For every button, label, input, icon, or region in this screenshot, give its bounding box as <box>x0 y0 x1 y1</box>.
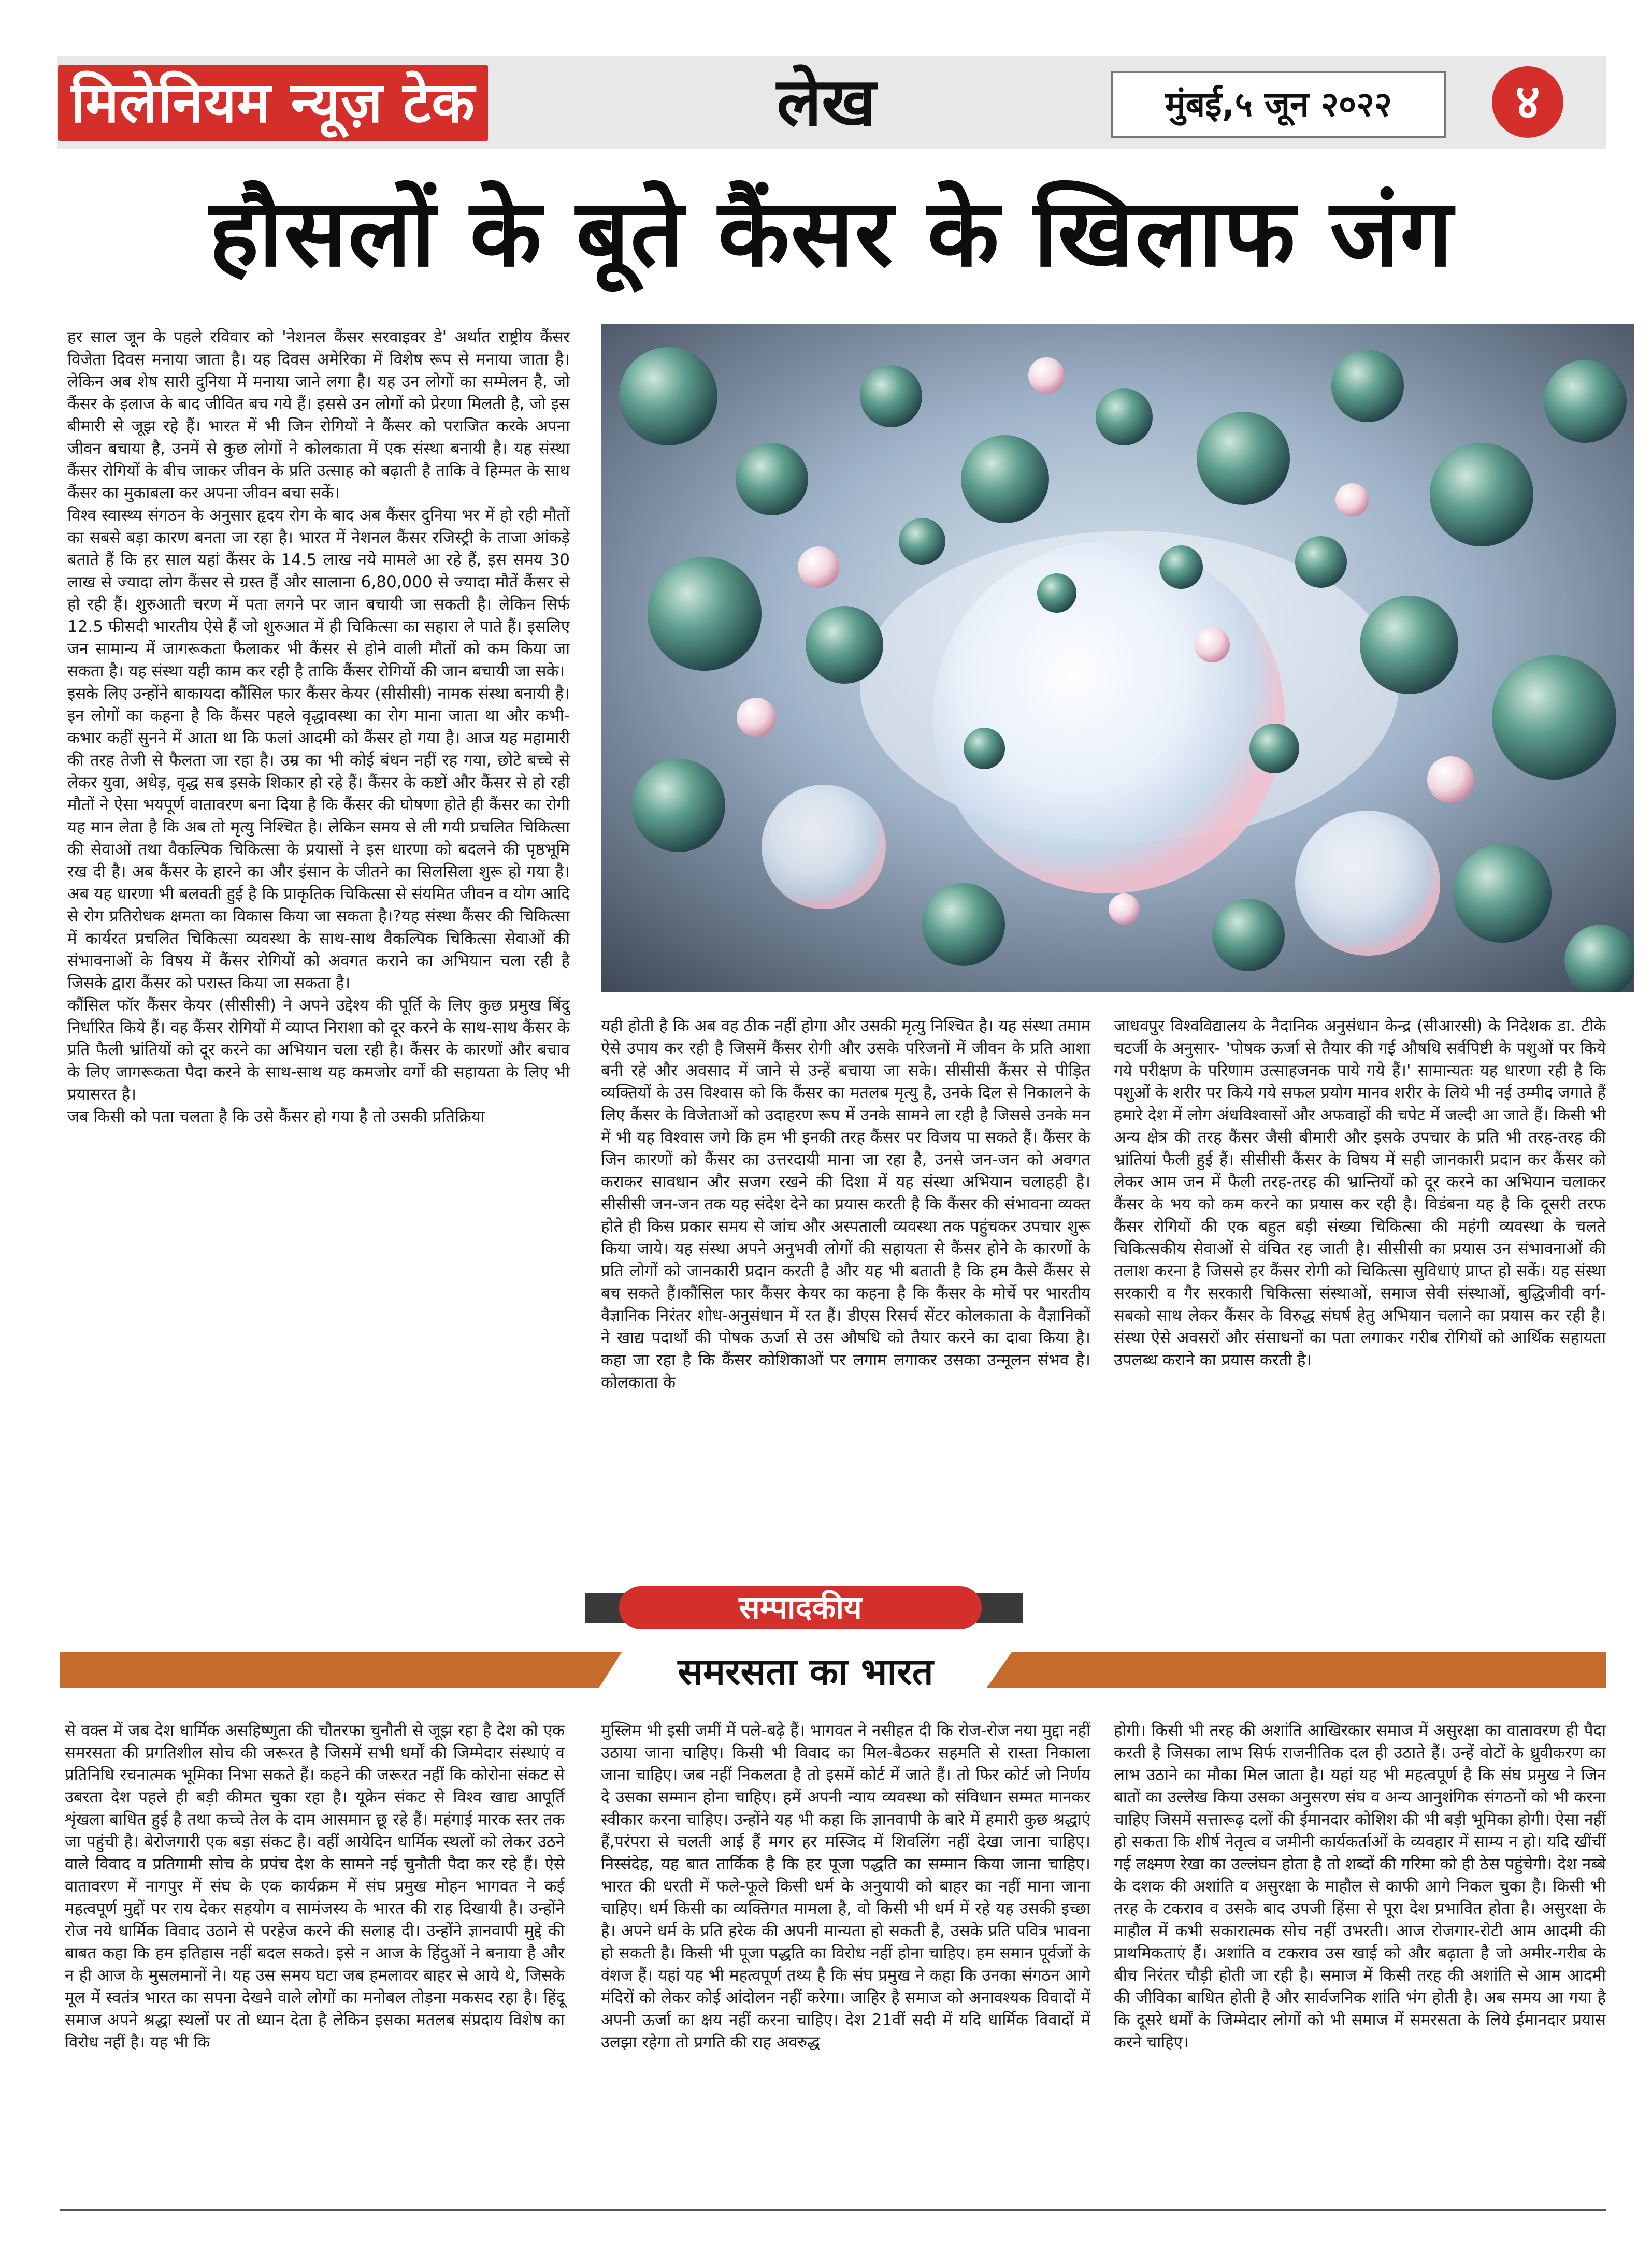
editorial-rule-right <box>976 1593 1023 1623</box>
article-paragraph: कौंसिल फॉर कैंसर केयर (सीसीसी) ने अपने उद्देश्य की पूर्ति के लिए कुछ प्रमुख बिंदु निर्धारित किये हैं। वह कैंसर रोगियों में व्याप्त निराशा को दूर करने के साथ-साथ कैंसर के प्रति फैली भ्रांतियों को दूर करने का अभियान चला रही है। कैंसर के कारणों और बचाव के लिए जागरूकता पैदा करने के साथ-साथ यह कमजोर वर्गों की सहायता के लिए भी प्रयासरत है। <box>67 996 570 1104</box>
masthead-logo: मिलेनियम न्यूज़ टेक <box>58 65 488 141</box>
article-paragraph: इसके लिए उन्होंने बाकायदा कौंसिल फार कैंसर केयर (सीसीसी) नामक संस्था बनायी है। इन लोगों का कहना है कि कैंसर पहले वृद्धावस्था का रोग माना जाता था और कभी-कभार कहीं सुनने में आता था कि फलां आदमी को कैंसर हो गया है। आज यह महामारी की तरह तेजी से फैलता जा रहा है। उम्र का भी कोई बंधन नहीं रह गया, छोटे बच्चे से लेकर युवा, अधेड़, वृद्ध सब इसके शिकार हो रहे हैं। कैंसर के कष्टों और कैंसर से हो रही मौतों ने ऐसा भयपूर्ण वातावरण बना दिया है कि कैंसर की घोषणा होते ही कैंसर का रोगी यह मान लेता है कि अब तो मृत्यु निश्चित है। लेकिन समय से ली गयी प्रचलित चिकित्सा की सेवाओं तथा वैकल्पिक चिकित्सा के प्रयासों ने इस धारणा को बदलने की पृष्ठभूमि रख दी है। अब कैंसर के हारने का और इंसान के जीतने का सिलसिला शुरू हो गया है। अब यह धारणा भी बलवती हुई है कि प्राकृतिक चिकित्सा से संयमित जीवन व योग आदि से रोग प्रतिरोधक क्षमता का विकास किया जा सकता है।?यह संस्था कैंसर की चिकित्सा में कार्यरत प्रचलित चिकित्सा व्यवस्था के साथ-साथ वैकल्पिक चिकित्सा सेवाओं की संभावनाओं के विषय में कैंसर रोगियों को अवगत कराने का अभियान चला रही है जिसके द्वारा कैंसर को परास्त किया जा सकता है। <box>67 684 570 992</box>
cancer-cells-photo <box>601 324 1634 992</box>
article-column-2 <box>601 1015 1090 1394</box>
article-paragraph: यही होती है कि अब वह ठीक नहीं होगा और उसकी मृत्यु निश्चित है। यह संस्था तमाम ऐसे उपाय कर रही है जिसमें कैंसर रोगी और उसके परिजनों में जीवन के प्रति आशा बनी रहे और अवसाद में जाने से उन्हें बचाया जा सके। सीसीसी कैंसर से पीड़ित व्यक्तियों के उस विश्वास को कि कैंसर का मतलब मृत्यु है, उनके दिल से निकालने के लिए कैंसर के विजेताओं को उदाहरण रूप में उनके सामने ला रही है जिससे उनके मन में भी यह विश्वास जगे कि हम भी इनकी तरह कैंसर पर विजय पा सकते हैं। कैंसर के जिन कारणों को कैंसर का उत्तरदायी माना जा रहा है, उनसे जन-जन को अवगत कराकर सावधान और सजग रखने की दिशा में यह संस्था अभियान चलाहही है।सीसीसी जन-जन तक यह संदेश देने का प्रयास करती है कि कैंसर की संभावना व्यक्त होते ही किस प्रकार समय से जांच और अस्पताली व्यवस्था तक पहुंचकर उपचार शुरू किया जाये। यह संस्था अपने अनुभवी लोगों की सहायता से कैंसर होने के कारणों के प्रति लोगों को जानकारी प्रदान करती है और यह भी बताती है कि हम कैसे कैंसर से बच सकते हैं।कौंसिल फार कैंसर केयर का कहना है कि कैंसर के मोर्चे पर भारतीय वैज्ञानिक निरंतर शोध-अनुसंधान में रत हैं। डीएस रिसर्च सेंटर कोलकाता के वैज्ञानिकों ने खाद्य पदार्थों की पोषक ऊर्जा से उस औषधि को तैयार करने का दावा किया है। कहा जा रहा है कि कैंसर कोशिकाओं पर लगाम लगाकर उसका उन्मूलन संभव है। कोलकाता के <box>601 1017 1090 1392</box>
editorial-column-1 <box>65 1720 565 2054</box>
page-number-badge: ४ <box>1492 66 1563 138</box>
editorial-paragraph: से वक्त में जब देश धार्मिक असहिष्णुता की चौतरफा चुनौती से जूझ रहा है देश को एक समरसता की प्रगतिशील सोच की जरूरत है जिसमें सभी धर्मों की जिम्मेदार संस्थाएं व प्रतिनिधि रचनात्मक भूमिका निभा सकते हैं। कहने की जरूरत नहीं कि कोरोना संकट से उबरता देश पहले ही बड़ी कीमत चुका रहा है। यूक्रेन संकट से विश्व खाद्य आपूर्ति शृंखला बाधित हुई है तथा कच्चे तेल के दाम आसमान छू रहे हैं। महंगाई मारक स्तर तक जा पहुंची है। बेरोजगारी एक बड़ा संकट है। वहीं आयेदिन धार्मिक स्थलों को लेकर उठने वाले विवाद व प्रतिगामी सोच के प्रपंच देश के सामने नई चुनौती पैदा कर रहे हैं। ऐसे वातावरण में नागपुर में संघ के एक कार्यक्रम में संघ प्रमुख मोहन भागवत ने कई महत्वपूर्ण मुद्दों पर राय देकर सहयोग व सामंजस्य के भारत की राह दिखायी है। उन्होंने रोज नये धार्मिक विवाद उठाने से परहेज करने की सलाह दी। उन्होंने ज्ञानवापी मुद्दे की बाबत कहा कि हम इतिहास नहीं बदल सकते। इसे न आज के हिंदुओं ने बनाया है और न ही आज के मुसलमानों ने। यह उस समय घटा जब हमलावर बाहर से आये थे, जिसके मूल में स्वतंत्र भारत का सपना देखने वाले लोगों का मनोबल तोड़ना मकसद रहा है। हिंदू समाज अपने श्रद्धा स्थलों पर तो ध्यान देता है लेकिन इसका मतलब संप्रदाय विशेष का विरोध नहीं है। यह भी कि <box>65 1721 565 2052</box>
editorial-bar-left <box>60 1652 622 1688</box>
editorial-column-2 <box>601 1720 1090 2054</box>
editorial-paragraph: मुस्लिम भी इसी जमीं में पले-बढ़े हैं। भागवत ने नसीहत दी कि रोज-रोज नया मुद्दा नहीं उठाया जाना चाहिए। किसी भी विवाद का मिल-बैठकर सहमति से रास्ता निकाला जाना चाहिए। जब नहीं निकलता है तो इसमें कोर्ट में जाते हैं। तो फिर कोर्ट जो निर्णय दे उसका सम्मान होना चाहिए। हमें अपनी न्याय व्यवस्था को संविधान सम्मत मानकर स्वीकार करना चाहिए। उन्होंने यह भी कहा कि ज्ञानवापी के बारे में हमारी कुछ श्रद्धाएं हैं,परंपरा से चलती आई हैं मगर हर मस्जिद में शिवलिंग नहीं देखा जाना चाहिए।निस्संदेह, यह बात तार्किक है कि हर पूजा पद्धति का सम्मान किया जाना चाहिए। भारत की धरती में फले-फूले किसी धर्म के अनुयायी को बाहर का नहीं माना जाना चाहिए। धर्म किसी का व्यक्तिगत मामला है, वो किसी भी धर्म में रहे यह उसकी इच्छा है। अपने धर्म के प्रति हरेक की अपनी मान्यता हो सकती है, उसके प्रति पवित्र भावना हो सकती है। किसी भी पूजा पद्धति का विरोध नहीं होना चाहिए। हम समान पूर्वजों के वंशज हैं। यहां यह भी महत्वपूर्ण तथ्य है कि संघ प्रमुख ने कहा कि उनका संगठन आगे मंदिरों को लेकर कोई आंदोलन नहीं करेगा। जाहिर है समाज को अनावश्यक विवादों में अपनी ऊर्जा का क्षय नहीं करना चाहिए। देश 21वीं सदी में यदि धार्मिक विवादों में उलझा रहेगा तो प्रगति की राह अवरुद्ध <box>601 1721 1090 2052</box>
article-paragraph: विश्व स्वास्थ्य संगठन के अनुसार हृदय रोग के बाद अब कैंसर दुनिया भर में हो रही मौतों का सबसे बड़ा कारण बनता जा रहा है। भारत में नेशनल कैंसर रजिस्ट्री के ताजा आंकड़े बताते हैं कि हर साल यहां कैंसर के 14.5 लाख नये मामले आ रहे हैं, इस समय 30 लाख से ज्यादा लोग कैंसर से ग्रस्त हैं और सालाना 6,80,000 से ज्यादा मौतें कैंसर से हो रही हैं। शुरुआती चरण में पता लगने पर जान बचायी जा सकती है। लेकिन सिर्फ 12.5 फीसदी भारतीय ऐसे हैं जो शुरुआत में ही चिकित्सा का सहारा ले पाते हैं। इसलिए जन सामान्य में जागरूकता फैलाकर भी कैंसर से होने वाली मौतों को कम किया जा सकता है। यह संस्था यही काम कर रही है ताकि कैंसर रोगियों की जान बचायी जा सके। <box>67 506 570 681</box>
article-paragraph: हर साल जून के पहले रविवार को 'नेशनल कैंसर सरवाइवर डे' अर्थात राष्ट्रीय कैंसर विजेता दिवस मनाया जाता है। यह दिवस अमेरिका में विशेष रूप से मनाया जाता है। लेकिन अब शेष सारी दुनिया में मनाया जाने लगा है। यह उन लोगों का सम्मेलन है, जो कैंसर के इलाज के बाद जीवित बच गये हैं। इससे उन लोगों को प्रेरणा मिलती है, जो इस बीमारी से जूझ रहे हैं। भारत में भी जिन रोगियों ने कैंसर को पराजित करके अपना जीवन बचाया है, उनमें से कुछ लोगों ने कोलकाता में एक संस्था बनायी है। यह संस्था कैंसर रोगियों के बीच जाकर जीवन के प्रति उत्साह को बढ़ाती है ताकि वे हिम्मत के साथ कैंसर का मुकाबला कर अपना जीवन बचा सकें। <box>67 328 570 502</box>
article-paragraph: जब किसी को पता चलता है कि उसे कैंसर हो गया है तो उसकी प्रतिक्रिया <box>67 1107 485 1126</box>
editorial-title: समरसता का भारत <box>678 1650 933 1693</box>
editorial-bar-right <box>987 1652 1606 1688</box>
article-headline: हौसलों के बूते कैंसर के खिलाफ जंग <box>209 178 1454 287</box>
article-column-1 <box>67 326 570 1128</box>
article-column-3 <box>1114 1015 1606 1372</box>
bottom-rule <box>60 2209 1606 2211</box>
editorial-label: सम्पादकीय <box>619 1586 982 1629</box>
editorial-paragraph: होगी। किसी भी तरह की अशांति आखिरकार समाज में असुरक्षा का वातावरण ही पैदा करती है जिसका लाभ सिर्फ राजनीतिक दल ही उठाते हैं। उन्हें वोटों के ध्रुवीकरण का लाभ उठाने का मौका मिल जाता है। यहां यह भी महत्वपूर्ण है कि संघ प्रमुख ने जिन बातों का उल्लेख किया उसका अनुसरण संघ व अन्य आनुशंगिक संगठनों को भी करना चाहिए जिसमें सत्तारूढ़ दलों की ईमानदार कोशिश की भी बड़ी भूमिका होगी। ऐसा नहीं हो सकता कि शीर्ष नेतृत्व व जमीनी कार्यकर्ताओं के व्यवहार में साम्य न हो। यदि खींचीं गई लक्ष्मण रेखा का उल्लंघन होता है तो शब्दों की गरिमा को ही ठेस पहुंचेगी। देश नब्बे के दशक की अशांति व असुरक्षा के माहौल से काफी आगे निकल चुका है। किसी भी तरह के टकराव व उसके बाद उपजी हिंसा से पूरा देश प्रभावित होता है। असुरक्षा के माहौल में कभी सकारात्मक सोच नहीं उभरती। आज रोजगार-रोटी आम आदमी की प्राथमिकताएं हैं। अशांति व टकराव उस खाई को और बढ़ाता है जो अमीर-गरीब के बीच निरंतर चौड़ी होती जा रही है। समाज में किसी तरह की अशांति से आम आदमी की जीविका बाधित होती है और सार्वजनिक शांति भंग होती है। अब समय आ गया है कि दूसरे धर्मों के जिम्मेदार लोगों को भी समाज में समरसता के लिये ईमानदार प्रयास करने चाहिए। <box>1114 1721 1606 2052</box>
dateline: मुंबई,५ जून २०२२ <box>1111 71 1446 138</box>
cancer-cells-illustration <box>601 324 1634 992</box>
editorial-column-3 <box>1114 1720 1606 2054</box>
section-title: लेख <box>777 64 876 141</box>
article-paragraph: जाधवपुर विश्वविद्यालय के नैदानिक अनुसंधान केन्द्र (सीआरसी) के निदेशक डा. टीके चटर्जी के अनुसार- 'पोषक ऊर्जा से तैयार की गई औषधि सर्वपिष्टी के पशुओं पर किये गये परीक्षण के परिणाम उत्साहजनक पाये गये हैं।' सामान्यतः यह धारणा रही है कि पशुओं के शरीर पर किये गये सफल प्रयोग मानव शरीर के लिये भी नई उम्मीद जगाते हैं हमारे देश में लोग अंधविश्वासों और अफवाहों की चपेट में जल्दी आ जाते हैं। किसी भी अन्य क्षेत्र की तरह कैंसर जैसी बीमारी और इसके उपचार के प्रति भी तरह-तरह की भ्रांतियां फैली हुई हैं। सीसीसी कैंसर के विषय में सही जानकारी प्रदान कर कैंसर को लेकर आम जन में फैली तरह-तरह की भ्रान्तियों को दूर करने का अभियान चलाकर कैंसर के भय को कम करने का प्रयास कर रही है। विडंबना यह है कि दूसरी तरफ कैंसर रोगियों की एक बहुत बड़ी संख्या चिकित्सा की महंगी व्यवस्था के चलते चिकित्सकीय सेवाओं से वंचित रह जाती है। सीसीसी का प्रयास उन संभावनाओं की तलाश करना है जिससे हर कैंसर रोगी को चिकित्सा सुविधाएं प्राप्त हो सकें। यह संस्था सरकारी व गैर सरकारी चिकित्सा संस्थाओं, समाज सेवी संस्थाओं, बुद्धिजीवी वर्ग- सबको साथ लेकर कैंसर के विरुद्ध संघर्ष हेतु अभियान चलाने का प्रयास कर रही है। संस्था ऐसे अवसरों और संसाधनों का पता लगाकर गरीब रोगियों को आर्थिक सहायता उपलब्ध कराने का प्रयास करती है। <box>1114 1017 1606 1369</box>
